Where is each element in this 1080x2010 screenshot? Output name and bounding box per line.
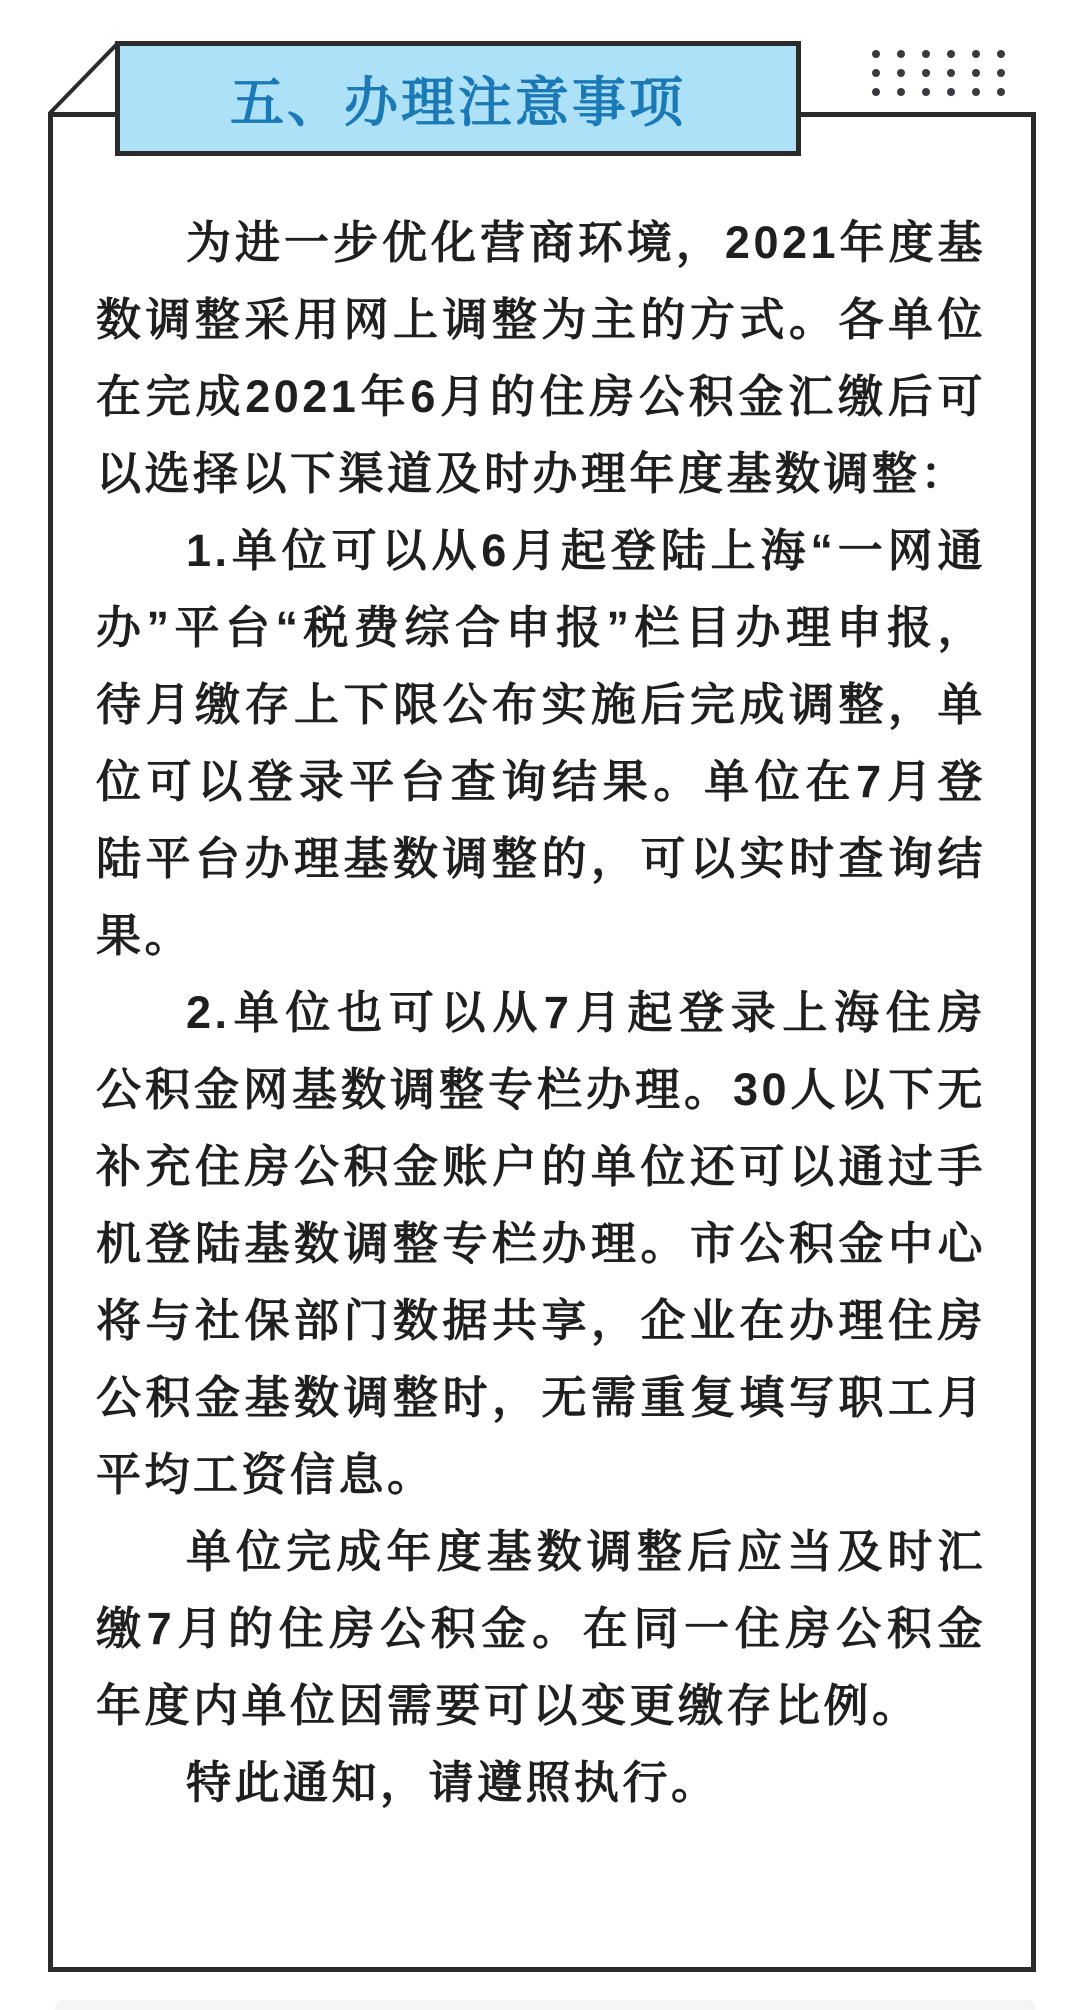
dot-icon (922, 69, 930, 77)
paragraph: 1.单位可以从6月起登陆上海“一网通办”平台“税费综合申报”栏目办理申报，待月缴存上下限公布实施后完成调整，单位可以登录平台查询结果。单位在7月登陆平台办理基数调整的，可以实时查询结果。 (96, 525, 986, 961)
notice-body (96, 204, 986, 1821)
dot-icon (922, 50, 930, 58)
dot-icon (922, 88, 930, 96)
paragraph: 单位完成年度基数调整后应当及时汇缴7月的住房公积金。在同一住房公积金年度内单位因需要可以变更缴存比例。 (96, 1526, 986, 1731)
dot-icon (897, 88, 905, 96)
dot-icon (972, 69, 980, 77)
paragraph: 特此通知，请遵照执行。 (186, 1757, 720, 1808)
dot-icon (972, 50, 980, 58)
next-section-peek (55, 2000, 1035, 2010)
dot-icon (947, 88, 955, 96)
paragraph: 为进一步优化营商环境，2021年度基数调整采用网上调整为主的方式。各单位在完成2021年6月的住房公积金汇缴后可以选择以下渠道及时办理年度基数调整： (96, 217, 986, 499)
dot-icon (872, 88, 880, 96)
dot-icon (872, 69, 880, 77)
dot-icon (897, 50, 905, 58)
dots-decoration (872, 50, 1005, 96)
dot-icon (872, 50, 880, 58)
dot-icon (997, 69, 1005, 77)
dot-icon (997, 50, 1005, 58)
dot-icon (897, 69, 905, 77)
section-title-banner (115, 41, 801, 156)
dot-icon (947, 50, 955, 58)
dot-icon (972, 88, 980, 96)
section-title: 五、办理注意事项 (230, 73, 686, 133)
dot-icon (947, 69, 955, 77)
paragraph: 2.单位也可以从7月起登录上海住房公积金网基数调整专栏办理。30人以下无补充住房公积金账户的单位还可以通过手机登陆基数调整专栏办理。市公积金中心将与社保部门数据共享，企业在办理住房公积金基数调整时，无需重复填写职工月平均工资信息。 (96, 987, 986, 1500)
dot-icon (997, 88, 1005, 96)
